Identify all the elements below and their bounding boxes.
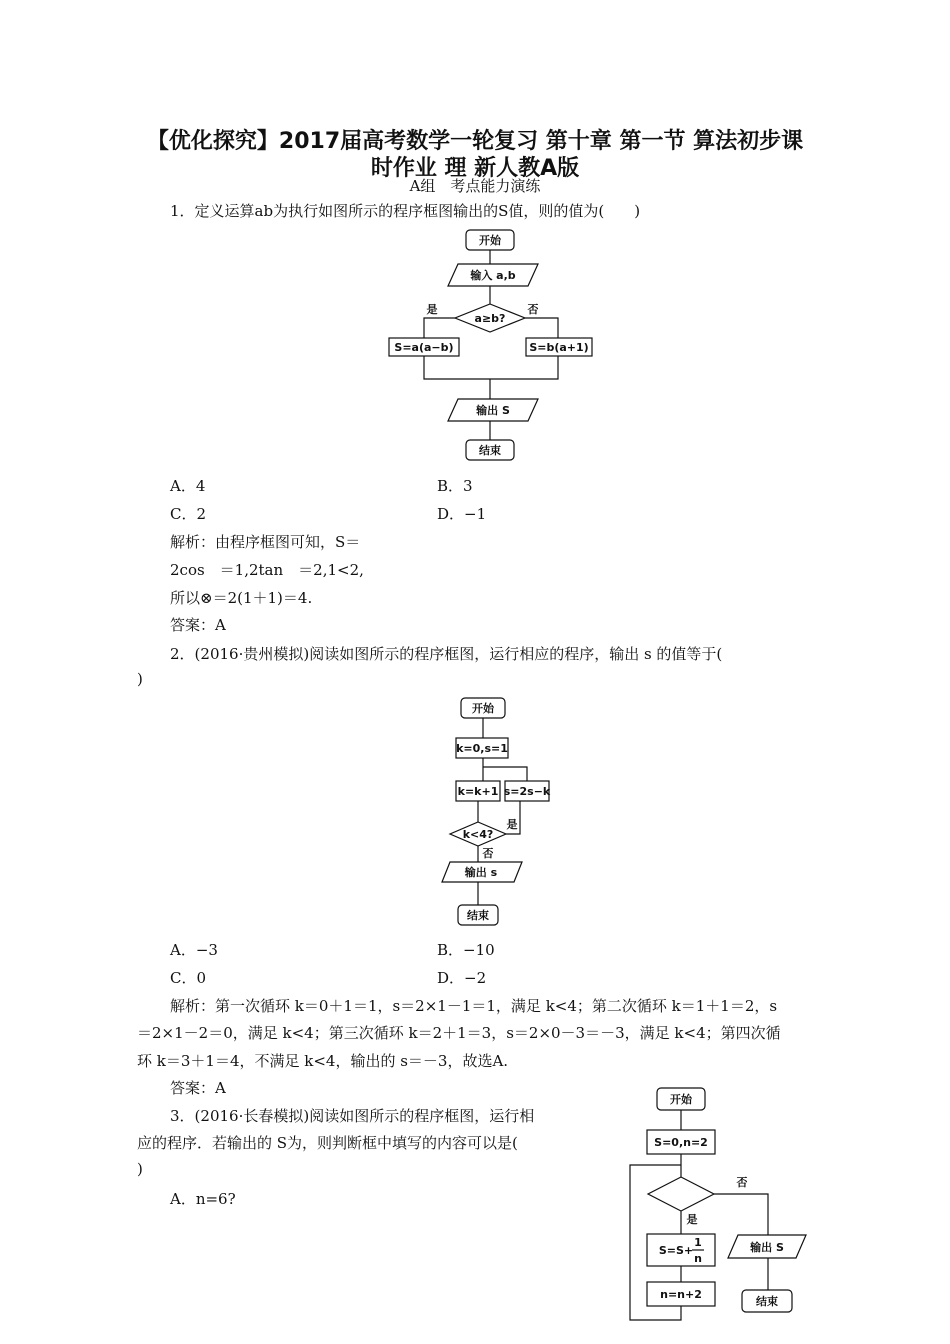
q1-option-d: D．−1 (437, 505, 487, 523)
q3-yes-label: 是 (686, 1213, 698, 1226)
q3-update-text: S=S+ (658, 1244, 694, 1257)
q2-end-text: 结束 (467, 909, 489, 922)
q3-no-label: 否 (736, 1176, 748, 1189)
document-title-line1: 【优化探究】2017届高考数学一轮复习 第十章 第一节 算法初步课 (146, 129, 804, 154)
q1-decision-text: a≥b? (474, 312, 506, 325)
q3-inc-text: n=n+2 (660, 1288, 702, 1301)
q1-start-text: 开始 (479, 234, 501, 247)
document-title-line2: 时作业 理 新人教A版 (370, 156, 580, 181)
q3-stem-line2: 应的程序．若输出的 S为，则判断框中填写的内容可以是( (137, 1134, 518, 1152)
q2-solution-line2: ＝2×1－2＝0，满足 k<4；第三次循环 k＝2＋1＝3，s＝2×0－3＝－3，满足 k<4；第四次循 (137, 1024, 781, 1042)
q2-decision-text: k<4? (462, 828, 494, 841)
q2-stem-line1: 2．(2016·贵州模拟)阅读如图所示的程序框图，运行相应的程序，输出 s 的值等于( (170, 645, 723, 663)
q3-frac-den: n (694, 1252, 702, 1265)
q1-right-process-text: S=b(a+1) (529, 341, 589, 354)
q2-option-d: D．−2 (437, 969, 487, 987)
q3-stem-line1: 3．(2016·长春模拟)阅读如图所示的程序框图，运行相 (170, 1107, 535, 1125)
q2-option-a: A．−3 (170, 941, 218, 959)
q1-answer: 答案：A (170, 616, 226, 634)
q1-left-process-text: S=a(a−b) (394, 341, 454, 354)
q3-output-text: 输出 S (750, 1241, 784, 1254)
q1-solution-line2: 2cos ＝1,2tan ＝2,1<2, (170, 561, 364, 579)
q3-option-a: A．n=6? (170, 1190, 236, 1208)
q2-yes-label: 是 (506, 818, 518, 831)
q1-no-label: 否 (527, 303, 539, 316)
q2-inc-text: k=k+1 (457, 785, 499, 798)
q2-stem-line2: ) (137, 670, 143, 688)
q1-input-text: 输入 a,b (470, 269, 516, 282)
q3-decision-box (648, 1177, 714, 1211)
q1-option-c: C．2 (170, 505, 207, 523)
q3-frac-num: 1 (694, 1236, 702, 1249)
q1-output-text: 输出 S (476, 404, 510, 417)
q1-yes-label: 是 (426, 303, 438, 316)
q2-start-text: 开始 (472, 702, 494, 715)
q3-start-text: 开始 (670, 1093, 692, 1106)
q2-option-b: B．−10 (437, 941, 495, 959)
q3-end-text: 结束 (756, 1295, 778, 1308)
q1-option-a: A．4 (170, 477, 206, 495)
q3-init-text: S=0,n=2 (654, 1136, 708, 1149)
q1-solution-line3: 所以⊗＝2(1＋1)＝4. (170, 589, 313, 607)
q2-update-text: s=2s−k (503, 785, 551, 798)
q2-option-c: C．0 (170, 969, 207, 987)
q2-solution-line3: 环 k＝3＋1＝4，不满足 k<4，输出的 s＝－3，故选A. (137, 1052, 509, 1070)
q1-solution-line1: 解析：由程序框图可知，S＝ (170, 533, 361, 551)
q1-option-b: B．3 (437, 477, 473, 495)
q2-init-text: k=0,s=1 (456, 742, 508, 755)
q1-end-text: 结束 (479, 444, 501, 457)
q2-answer: 答案：A (170, 1079, 226, 1097)
q2-no-label: 否 (482, 847, 494, 860)
q2-output-text: 输出 s (464, 866, 498, 879)
section-heading: A组 考点能力演练 (409, 177, 541, 195)
q3-stem-line3: ) (137, 1160, 143, 1178)
q1-stem: 1．定义运算ab为执行如图所示的程序框图输出的S值，则的值为( ) (170, 202, 641, 220)
q2-solution-line1: 解析：第一次循环 k＝0＋1＝1，s＝2×1－1＝1，满足 k<4；第二次循环 k＝1＋1＝2，s (170, 997, 778, 1015)
